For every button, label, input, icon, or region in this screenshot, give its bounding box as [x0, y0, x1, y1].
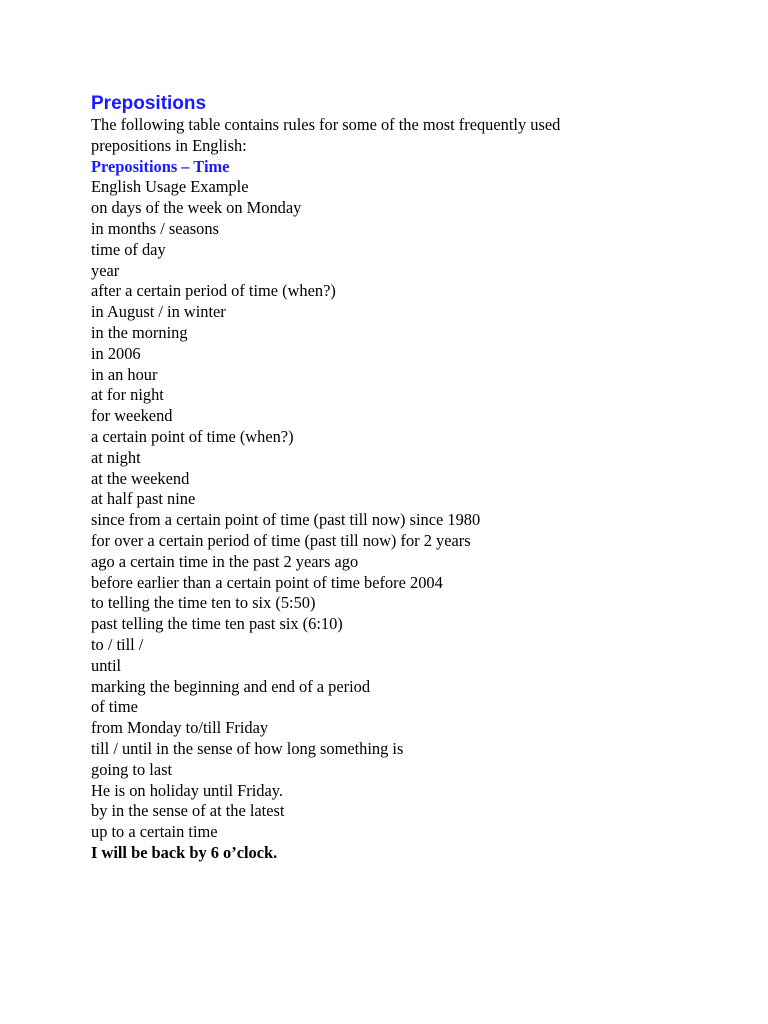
text-line: in an hour — [91, 364, 158, 384]
text-line: after a certain period of time (when?) — [91, 281, 336, 301]
text-line: He is on holiday until Friday. — [91, 780, 283, 800]
text-line: time of day — [91, 239, 166, 259]
text-line: until — [91, 655, 122, 675]
text-line: for weekend — [91, 406, 173, 426]
text-line: English Usage Example — [91, 177, 249, 197]
text-line: to telling the time ten to six (5:50) — [91, 593, 316, 613]
text-line: from Monday to/till Friday — [91, 718, 269, 738]
text-line: ago a certain time in the past 2 years ago — [91, 551, 359, 571]
text-line: up to a certain time — [91, 822, 218, 842]
section-title: Prepositions – Time — [91, 156, 230, 176]
text-line: before earlier than a certain point of time before 2004 — [91, 572, 443, 592]
text-line: at the weekend — [91, 468, 190, 488]
text-line: of time — [91, 697, 138, 717]
text-line: marking the beginning and end of a period — [91, 676, 371, 696]
closing-example: I will be back by 6 o’clock. — [91, 842, 278, 862]
text-line: a certain point of time (when?) — [91, 426, 294, 446]
text-line: past telling the time ten past six (6:10) — [91, 614, 343, 634]
page-title: Prepositions — [91, 93, 207, 114]
text-line: going to last — [91, 759, 173, 779]
text-line: by in the sense of at the latest — [91, 801, 285, 821]
text-line: in months / seasons — [91, 218, 219, 238]
text-line: at night — [91, 447, 141, 467]
text-line: since from a certain point of time (past till now) since 1980 — [91, 510, 481, 530]
text-line: in 2006 — [91, 343, 141, 363]
text-line: till / until in the sense of how long something is — [91, 738, 404, 758]
text-line: in the morning — [91, 322, 188, 342]
intro-line: The following table contains rules for some of the most frequently used — [91, 115, 561, 134]
text-line: at half past nine — [91, 489, 196, 509]
document-body — [91, 93, 731, 864]
text-line: in August / in winter — [91, 302, 226, 322]
text-line: at for night — [91, 385, 164, 405]
text-line: year — [91, 260, 120, 280]
intro-line: prepositions in English: — [91, 135, 247, 155]
text-line: on days of the week on Monday — [91, 198, 302, 218]
text-line: to / till / — [91, 634, 144, 654]
text-line: for over a certain period of time (past till now) for 2 years — [91, 530, 471, 550]
